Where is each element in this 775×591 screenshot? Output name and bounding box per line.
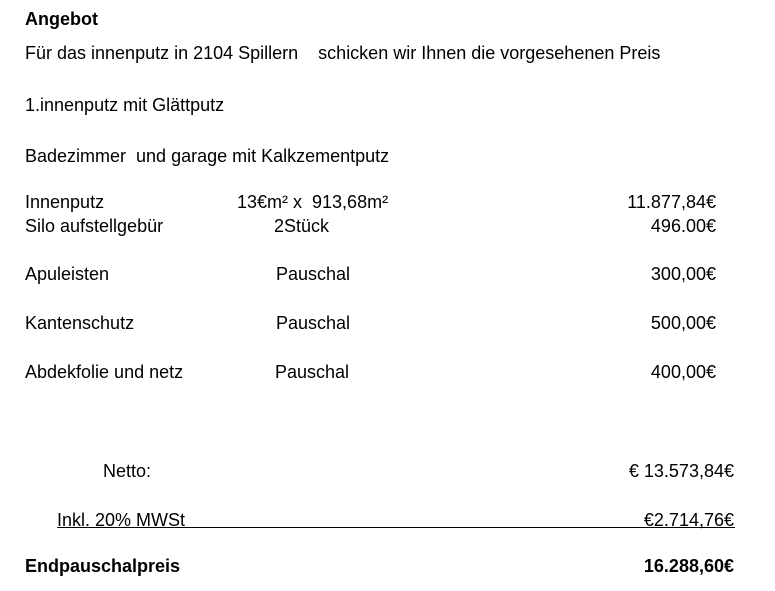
document-title: Angebot xyxy=(25,9,98,29)
end-price-label: Endpauschalpreis xyxy=(25,556,181,576)
end-price-value: 16.288,60€ xyxy=(643,556,734,576)
position-detail: Pauschal xyxy=(276,264,351,284)
position-price: 496.00€ xyxy=(650,216,716,236)
mwst-label: Inkl. 20% MWSt xyxy=(57,510,186,530)
position-detail: Pauschal xyxy=(276,313,351,333)
netto-label: Netto: xyxy=(103,461,152,481)
position-name: Silo aufstellgebür xyxy=(25,216,164,236)
position-name: Innenputz xyxy=(25,192,105,212)
position-name: Abdekfolie und netz xyxy=(25,362,184,382)
item-heading: 1.innenputz mit Glättputz xyxy=(25,95,225,115)
intro-text: Für das innenputz in 2104 Spillern schicken wir Ihnen die vorgesehenen Preis xyxy=(25,43,661,63)
position-name: Kantenschutz xyxy=(25,313,135,333)
position-price: 400,00€ xyxy=(650,362,716,382)
position-detail: Pauschal xyxy=(275,362,350,382)
netto-value: € 13.573,84€ xyxy=(628,461,734,481)
mwst-underline xyxy=(57,527,735,528)
position-detail: 2Stück xyxy=(274,216,330,236)
position-price: 300,00€ xyxy=(650,264,716,284)
position-detail: 13€m² x 913,68m² xyxy=(237,192,389,212)
position-price: 500,00€ xyxy=(650,313,716,333)
mwst-value: €2.714,76€ xyxy=(643,510,734,530)
position-price: 11.877,84€ xyxy=(627,192,716,212)
position-name: Apuleisten xyxy=(25,264,110,284)
sub-heading: Badezimmer und garage mit Kalkzementputz xyxy=(25,146,390,166)
